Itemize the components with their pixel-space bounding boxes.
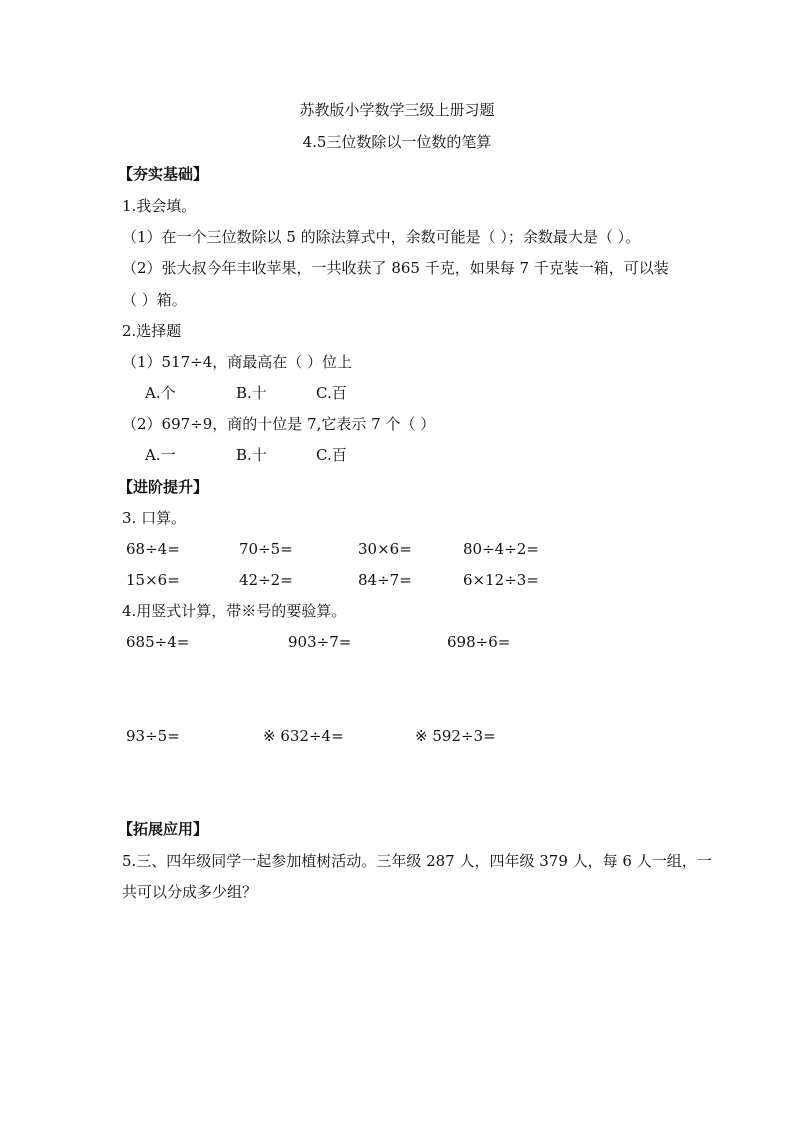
column-calc-item: 698÷6= [447,633,511,651]
mental-math-item: 80÷4÷2= [463,540,539,558]
page-subtitle: 4.5三位数除以一位数的笔算 [302,133,492,151]
question-2-sub-1: （1）517÷4，商最高在（ ）位上 [122,353,353,371]
mental-math-item: 6×12÷3= [463,571,539,589]
mental-math-item: 68÷4= [126,540,180,558]
question-2-sub-1-option-c: C.百 [316,384,347,402]
question-2-sub-1-option-a: A.个 [145,384,176,402]
section-heading-application: 【拓展应用】 [118,820,209,838]
section-heading-basics: 【夯实基础】 [118,165,209,183]
question-5-line-2: 共可以分成多少组？ [122,883,258,901]
column-calc-item: 685÷4= [126,633,190,651]
column-calc-item: 93÷5= [126,727,180,745]
section-heading-advanced: 【进阶提升】 [118,478,209,496]
mental-math-item: 30×6= [358,540,412,558]
question-4-label: 4.用竖式计算，带※号的要验算。 [122,602,347,620]
question-2-sub-1-option-b: B.十 [236,384,267,402]
mental-math-item: 70÷5= [239,540,293,558]
column-calc-item: 903÷7= [288,633,352,651]
question-2-sub-2: （2）697÷9，商的十位是 7,它表示 7 个（ ） [122,415,436,433]
mental-math-item: 15×6= [126,571,180,589]
question-5-line-1: 5.三、四年级同学一起参加植树活动。三年级 287 人，四年级 379 人，每 6 人一组，一 [122,852,712,870]
question-1-sub-2-line-2: （ ）箱。 [122,291,187,309]
question-1-label: 1.我会填。 [122,197,197,215]
mental-math-item: 42÷2= [239,571,293,589]
question-2-label: 2.选择题 [122,322,182,340]
question-2-sub-2-option-b: B.十 [236,446,267,464]
column-calc-item: ※ 632÷4= [263,727,344,745]
question-2-sub-2-option-a: A.一 [145,446,176,464]
column-calc-item: ※ 592÷3= [415,727,496,745]
question-2-sub-2-option-c: C.百 [316,446,347,464]
question-3-label: 3. 口算。 [122,509,187,527]
question-1-sub-1: （1）在一个三位数除以 5 的除法算式中，余数可能是（ ）；余数最大是（ ）。 [122,228,641,246]
question-1-sub-2-line-1: （2）张大叔今年丰收苹果，一共收获了 865 千克，如果每 7 千克装一箱，可以装 [122,259,669,277]
mental-math-item: 84÷7= [358,571,412,589]
page-title: 苏教版小学数学三级上册习题 [299,101,495,119]
